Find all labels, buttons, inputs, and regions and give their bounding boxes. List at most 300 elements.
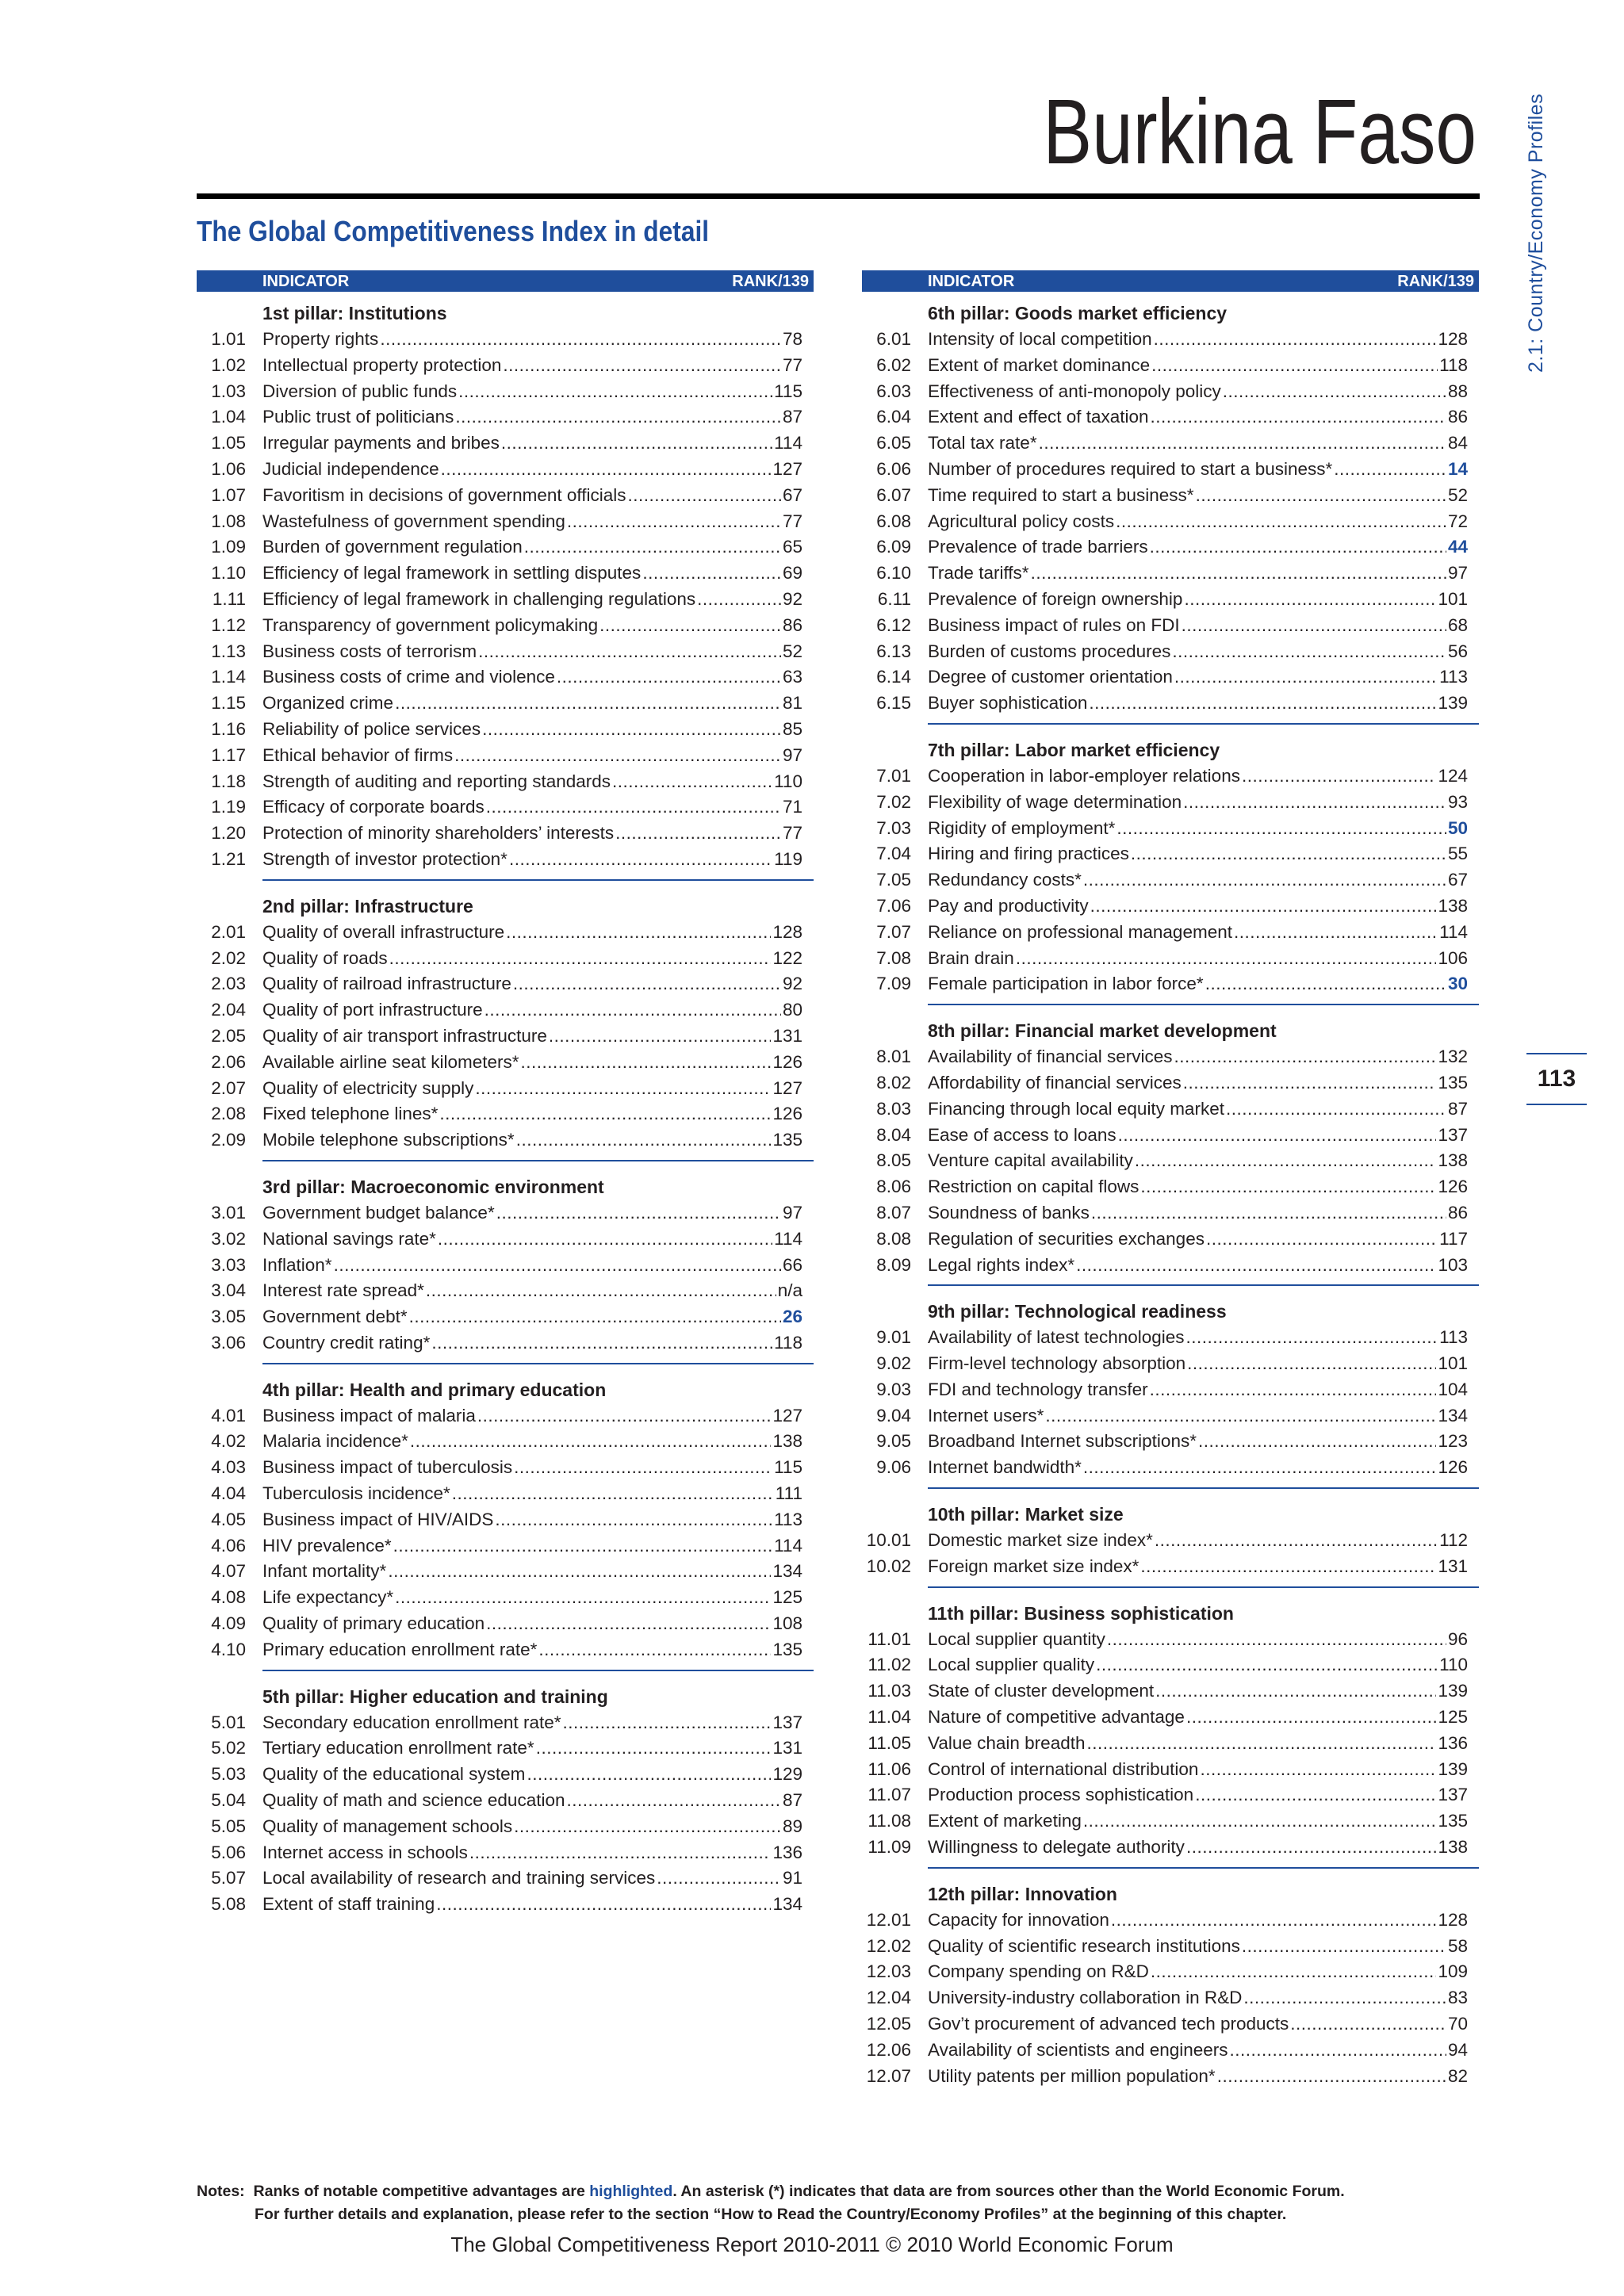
indicator-name: Available airline seat kilometers* bbox=[262, 1051, 519, 1072]
dot-leader bbox=[388, 1559, 771, 1585]
dot-leader bbox=[599, 613, 781, 639]
indicator-rank: 109 bbox=[1438, 1961, 1468, 1982]
dot-leader bbox=[439, 1101, 771, 1127]
dot-leader bbox=[1096, 1652, 1438, 1678]
indicator-name: Business impact of tuberculosis bbox=[262, 1457, 513, 1478]
indicator-row bbox=[197, 457, 814, 483]
indicator-row bbox=[197, 1788, 814, 1814]
indicator-name: Time required to start a business* bbox=[928, 484, 1194, 505]
indicator-code: 7.01 bbox=[876, 765, 911, 786]
dot-leader bbox=[1151, 1959, 1437, 1985]
indicator-name: Quality of overall infrastructure bbox=[262, 921, 505, 942]
dot-leader bbox=[482, 717, 781, 743]
indicator-rank: 111 bbox=[775, 1483, 802, 1504]
indicator-code: 9.02 bbox=[876, 1353, 911, 1374]
indicator-code: 1.18 bbox=[211, 771, 246, 791]
indicator-rank: 135 bbox=[1438, 1072, 1468, 1093]
indicator-row bbox=[862, 1627, 1479, 1653]
indicator-name: Broadband Internet subscriptions* bbox=[928, 1431, 1197, 1452]
indicator-code: 6.15 bbox=[876, 693, 911, 714]
indicator-name: Tertiary education enrollment rate* bbox=[262, 1738, 534, 1758]
indicator-rank: 86 bbox=[782, 614, 802, 635]
dot-leader bbox=[1083, 867, 1446, 894]
indicator-rank: 127 bbox=[772, 458, 802, 479]
indicator-row bbox=[197, 1403, 814, 1429]
dot-leader bbox=[436, 1892, 771, 1918]
indicator-row bbox=[862, 2064, 1479, 2090]
indicator-name: Flexibility of wage determination bbox=[928, 791, 1182, 812]
indicator-rank: 55 bbox=[1447, 844, 1468, 864]
pillar-section bbox=[876, 723, 1479, 997]
indicator-name: Malaria incidence* bbox=[262, 1431, 408, 1452]
indicator-code: 10.02 bbox=[866, 1556, 911, 1576]
indicator-rank: 138 bbox=[1438, 1837, 1468, 1858]
indicator-code: 1.19 bbox=[211, 797, 246, 817]
indicator-code: 3.04 bbox=[211, 1280, 246, 1301]
indicator-name: Favoritism in decisions of government officials bbox=[262, 484, 626, 505]
indicator-rank: n/a bbox=[777, 1280, 802, 1301]
indicator-name: Efficacy of corporate boards bbox=[262, 797, 485, 817]
indicator-rank: 115 bbox=[774, 1457, 802, 1478]
indicator-code: 9.04 bbox=[876, 1405, 911, 1425]
dot-leader bbox=[395, 1585, 771, 1611]
dot-leader bbox=[1091, 1200, 1446, 1226]
indicator-code: 11.09 bbox=[868, 1837, 911, 1858]
indicator-name: Female participation in labor force* bbox=[928, 974, 1204, 994]
indicator-rank: 81 bbox=[782, 693, 802, 714]
indicator-code: 6.12 bbox=[876, 614, 911, 635]
indicator-rank: 92 bbox=[782, 588, 802, 609]
indicator-row bbox=[197, 1226, 814, 1253]
indicator-code: 8.03 bbox=[876, 1098, 911, 1119]
indicator-name: Hiring and firing practices bbox=[928, 844, 1129, 864]
indicator-code: 2.09 bbox=[211, 1130, 246, 1150]
indicator-row bbox=[197, 1024, 814, 1050]
indicator-row bbox=[862, 763, 1479, 790]
indicator-name: Ease of access to loans bbox=[928, 1124, 1116, 1145]
indicator-code: 1.17 bbox=[211, 744, 246, 765]
left-pillars bbox=[197, 300, 814, 1918]
indicator-rank: 114 bbox=[774, 433, 802, 453]
dot-leader bbox=[478, 639, 781, 665]
indicator-rank: 129 bbox=[772, 1764, 802, 1785]
indicator-code: 1.03 bbox=[211, 381, 246, 401]
indicator-row bbox=[197, 997, 814, 1024]
indicator-rank: 137 bbox=[1438, 1124, 1468, 1145]
dot-leader bbox=[1135, 1148, 1437, 1174]
indicator-name: Fixed telephone lines* bbox=[262, 1104, 439, 1124]
page-footer: The Global Competitiveness Report 2010-2011 © 2010 World Economic Forum bbox=[450, 2233, 1174, 2256]
indicator-row bbox=[197, 664, 814, 691]
indicator-name: Extent of market dominance bbox=[928, 354, 1151, 375]
indicator-code: 3.05 bbox=[211, 1307, 246, 1327]
dot-leader bbox=[1206, 1226, 1438, 1253]
indicator-rank: 44 bbox=[1447, 537, 1468, 557]
indicator-rank: 134 bbox=[772, 1561, 802, 1582]
indicator-name: FDI and technology transfer bbox=[928, 1379, 1148, 1399]
indicator-code: 4.07 bbox=[211, 1561, 246, 1582]
indicator-name: Local supplier quantity bbox=[928, 1628, 1105, 1649]
dot-leader bbox=[1140, 1554, 1436, 1580]
dot-leader bbox=[1186, 1835, 1437, 1861]
pillar-section bbox=[197, 300, 814, 873]
indicator-name: Prevalence of trade barriers bbox=[928, 537, 1148, 557]
indicator-code: 3.03 bbox=[211, 1254, 246, 1275]
indicator-row bbox=[862, 1096, 1479, 1123]
indicator-row bbox=[197, 1429, 814, 1455]
indicator-rank: 101 bbox=[1438, 1353, 1468, 1374]
indicator-code: 1.21 bbox=[211, 848, 246, 869]
indicator-rank: 135 bbox=[1438, 1811, 1468, 1831]
indicator-row bbox=[862, 971, 1479, 997]
dot-leader bbox=[334, 1253, 781, 1279]
indicator-row bbox=[197, 847, 814, 873]
indicator-row bbox=[862, 1070, 1479, 1096]
indicator-rank: 122 bbox=[772, 947, 802, 968]
pillar-title: 10th pillar: Market size bbox=[928, 1504, 1124, 1525]
indicator-row bbox=[862, 867, 1479, 894]
dot-leader bbox=[538, 1637, 771, 1663]
indicator-name: Infant mortality* bbox=[262, 1561, 387, 1582]
pillar-title: 7th pillar: Labor market efficiency bbox=[928, 739, 1220, 760]
indicator-rank: 77 bbox=[782, 511, 802, 531]
dot-leader bbox=[1223, 379, 1446, 405]
pillar-section bbox=[876, 1284, 1479, 1481]
pillar-title: 9th pillar: Technological readiness bbox=[928, 1301, 1227, 1322]
indicator-name: Intensity of local competition bbox=[928, 329, 1152, 349]
dot-leader bbox=[431, 1330, 772, 1357]
indicator-name: University-industry collaboration in R&D bbox=[928, 1988, 1243, 2008]
indicator-rank: 30 bbox=[1447, 974, 1468, 994]
indicator-name: Quality of management schools bbox=[262, 1816, 513, 1836]
indicator-name: Government debt* bbox=[262, 1307, 408, 1327]
indicator-row bbox=[197, 534, 814, 561]
dot-leader bbox=[527, 1762, 771, 1788]
indicator-row bbox=[197, 821, 814, 847]
indicator-rank: 77 bbox=[782, 354, 802, 375]
indicator-row bbox=[862, 1200, 1479, 1226]
dot-leader bbox=[475, 1076, 771, 1102]
pillar-section bbox=[862, 300, 1479, 717]
indicator-rank: 72 bbox=[1447, 511, 1468, 531]
indicator-row bbox=[197, 1076, 814, 1102]
indicator-rank: 92 bbox=[782, 974, 802, 994]
indicator-name: Financing through local equity market bbox=[928, 1098, 1224, 1119]
indicator-rank: 103 bbox=[1438, 1254, 1468, 1275]
indicator-name: Domestic market size index* bbox=[928, 1530, 1153, 1551]
indicator-row bbox=[197, 1050, 814, 1076]
dot-leader bbox=[1186, 1705, 1437, 1731]
dot-leader bbox=[486, 794, 781, 821]
indicator-row bbox=[862, 1174, 1479, 1200]
indicator-row bbox=[197, 1710, 814, 1736]
indicator-row bbox=[862, 1908, 1479, 1934]
indicator-row bbox=[862, 587, 1479, 613]
indicator-rank: 127 bbox=[772, 1405, 802, 1425]
indicator-rank: 52 bbox=[1447, 484, 1468, 505]
indicator-code: 4.01 bbox=[211, 1405, 246, 1425]
indicator-row bbox=[862, 1757, 1479, 1783]
indicator-name: Local supplier quality bbox=[928, 1655, 1095, 1675]
dot-leader bbox=[1183, 790, 1446, 816]
indicator-rank: 83 bbox=[1447, 1988, 1468, 2008]
indicator-name: Local availability of research and training services bbox=[262, 1868, 656, 1888]
indicator-row bbox=[862, 353, 1479, 379]
indicator-row bbox=[197, 769, 814, 795]
indicator-rank: 52 bbox=[782, 641, 802, 661]
dot-leader bbox=[1334, 457, 1446, 483]
notes-text-2: . An asterisk (*) indicates that data are from sources other than the World Economic Forum. bbox=[672, 2183, 1345, 2200]
notes-highlighted-word: highlighted bbox=[589, 2183, 673, 2200]
indicator-row bbox=[862, 1429, 1479, 1455]
dot-leader bbox=[1150, 534, 1446, 561]
indicator-code: 9.03 bbox=[876, 1379, 911, 1399]
indicator-rank: 85 bbox=[782, 718, 802, 739]
indicator-rank: 114 bbox=[774, 1535, 802, 1556]
indicator-code: 12.01 bbox=[866, 1909, 911, 1930]
indicator-code: 12.04 bbox=[866, 1988, 911, 2008]
indicator-name: Mobile telephone subscriptions* bbox=[262, 1130, 515, 1150]
indicator-rank: 67 bbox=[1447, 870, 1468, 890]
indicator-code: 1.06 bbox=[211, 458, 246, 479]
indicator-code: 1.08 bbox=[211, 511, 246, 531]
indicator-rank: 69 bbox=[782, 563, 802, 584]
indicator-rank: 70 bbox=[1447, 2014, 1468, 2034]
indicator-code: 7.09 bbox=[876, 974, 911, 994]
indicator-row bbox=[862, 1959, 1479, 1985]
notes bbox=[197, 2180, 1345, 2226]
indicator-name: Strength of investor protection* bbox=[262, 848, 508, 869]
indicator-rank: 131 bbox=[1438, 1556, 1468, 1576]
indicator-code: 3.06 bbox=[211, 1332, 246, 1353]
indicator-row bbox=[862, 1528, 1479, 1554]
indicator-row bbox=[862, 1705, 1479, 1731]
dot-leader bbox=[458, 379, 772, 405]
dot-leader bbox=[1118, 1123, 1437, 1149]
indicator-name: Rigidity of employment* bbox=[928, 817, 1116, 838]
dot-leader bbox=[455, 404, 781, 430]
indicator-rank: 78 bbox=[782, 329, 802, 349]
pillar-section bbox=[211, 1160, 814, 1357]
indicator-code: 1.05 bbox=[211, 433, 246, 453]
dot-leader bbox=[1155, 1678, 1436, 1705]
dot-leader bbox=[1151, 404, 1446, 430]
indicator-name: Trade tariffs* bbox=[928, 563, 1029, 584]
indicator-row bbox=[197, 1762, 814, 1788]
indicator-rank: 114 bbox=[1439, 921, 1468, 942]
pillar-section bbox=[866, 1867, 1479, 2090]
dot-leader bbox=[1151, 353, 1438, 379]
indicator-code: 12.02 bbox=[866, 1935, 911, 1956]
indicator-code: 1.09 bbox=[211, 537, 246, 557]
indicator-row bbox=[197, 1637, 814, 1663]
indicator-name: Ethical behavior of firms bbox=[262, 744, 454, 765]
dot-leader bbox=[1196, 483, 1446, 509]
indicator-row bbox=[197, 920, 814, 946]
indicator-rank: 123 bbox=[1438, 1431, 1468, 1452]
indicator-name: Burden of government regulation bbox=[262, 537, 523, 557]
dot-leader bbox=[514, 1814, 781, 1840]
dot-leader bbox=[514, 1455, 772, 1481]
dot-leader bbox=[1182, 613, 1446, 639]
indicator-code: 5.02 bbox=[211, 1738, 246, 1758]
indicator-row bbox=[197, 743, 814, 769]
indicator-rank: 84 bbox=[1447, 433, 1468, 453]
indicator-rank: 113 bbox=[1439, 667, 1468, 687]
dot-leader bbox=[485, 997, 781, 1024]
dot-leader bbox=[426, 1278, 776, 1304]
indicator-row bbox=[197, 1892, 814, 1918]
dot-leader bbox=[1107, 1627, 1446, 1653]
indicator-code: 1.16 bbox=[211, 718, 246, 739]
dot-leader bbox=[1140, 1174, 1436, 1200]
dot-leader bbox=[1217, 2064, 1446, 2090]
indicator-code: 11.01 bbox=[868, 1628, 911, 1649]
indicator-rank: 97 bbox=[782, 744, 802, 765]
dot-leader bbox=[1045, 1403, 1436, 1429]
indicator-code: 11.04 bbox=[868, 1707, 911, 1728]
dot-leader bbox=[501, 430, 772, 457]
indicator-name: Business costs of terrorism bbox=[262, 641, 477, 661]
indicator-name: Soundness of banks bbox=[928, 1202, 1090, 1223]
indicator-code: 6.04 bbox=[876, 407, 911, 427]
indicator-name: Tuberculosis incidence* bbox=[262, 1483, 450, 1504]
dot-leader bbox=[1076, 1253, 1436, 1279]
indicator-rank: 97 bbox=[782, 1202, 802, 1223]
dot-leader bbox=[1195, 1782, 1436, 1808]
indicator-row bbox=[197, 613, 814, 639]
indicator-rank: 86 bbox=[1447, 407, 1468, 427]
indicator-row bbox=[197, 946, 814, 972]
dot-leader bbox=[454, 743, 781, 769]
indicator-code: 8.08 bbox=[876, 1228, 911, 1249]
indicator-code: 7.02 bbox=[876, 791, 911, 812]
indicator-code: 3.02 bbox=[211, 1228, 246, 1249]
indicator-row bbox=[197, 1304, 814, 1330]
indicator-row bbox=[197, 971, 814, 997]
indicator-rank: 137 bbox=[1438, 1785, 1468, 1805]
indicator-row bbox=[197, 1866, 814, 1892]
indicator-code: 6.09 bbox=[876, 537, 911, 557]
indicator-row bbox=[862, 457, 1479, 483]
notes-text: Ranks of notable competitive advantages are bbox=[253, 2183, 585, 2200]
dot-leader bbox=[516, 1127, 772, 1154]
dot-leader bbox=[452, 1481, 774, 1507]
indicator-name: Inflation* bbox=[262, 1254, 332, 1275]
indicator-name: Country credit rating* bbox=[262, 1332, 431, 1353]
pillar-title: 2nd pillar: Infrastructure bbox=[262, 895, 473, 916]
indicator-code: 11.07 bbox=[868, 1785, 911, 1805]
indicator-code: 7.05 bbox=[876, 870, 911, 890]
dot-leader bbox=[486, 1611, 771, 1637]
indicator-code: 4.06 bbox=[211, 1535, 246, 1556]
indicator-code: 4.04 bbox=[211, 1483, 246, 1504]
indicator-name: Quality of roads bbox=[262, 947, 388, 968]
right-column bbox=[862, 270, 1479, 2089]
indicator-name: Diversion of public funds bbox=[262, 381, 458, 401]
indicator-row bbox=[862, 1455, 1479, 1481]
indicator-row bbox=[862, 1731, 1479, 1757]
dot-leader bbox=[1083, 1808, 1437, 1835]
indicator-code: 1.02 bbox=[211, 354, 246, 375]
indicator-code: 1.11 bbox=[212, 588, 246, 609]
indicator-row bbox=[197, 1585, 814, 1611]
indicator-rank: 86 bbox=[1447, 1202, 1468, 1223]
dot-leader bbox=[1174, 1044, 1436, 1070]
indicator-row bbox=[197, 1611, 814, 1637]
indicator-rank: 106 bbox=[1438, 947, 1468, 968]
indicator-code: 1.15 bbox=[211, 693, 246, 714]
dot-leader bbox=[1242, 1934, 1446, 1960]
dot-leader bbox=[513, 971, 781, 997]
indicator-code: 8.05 bbox=[876, 1150, 911, 1171]
indicator-code: 12.06 bbox=[866, 2039, 911, 2060]
indicator-code: 2.06 bbox=[211, 1051, 246, 1072]
dot-leader bbox=[1111, 1908, 1437, 1934]
dot-leader bbox=[1016, 946, 1437, 972]
indicator-code: 5.06 bbox=[211, 1842, 246, 1862]
page-number: 113 bbox=[1537, 1066, 1576, 1092]
indicator-rank: 50 bbox=[1447, 817, 1468, 838]
dot-leader bbox=[495, 1507, 772, 1533]
indicator-name: Quality of scientific research institutions bbox=[928, 1935, 1240, 1956]
indicator-name: Internet bandwidth* bbox=[928, 1457, 1082, 1478]
indicator-code: 5.04 bbox=[211, 1790, 246, 1811]
indicator-name: Company spending on R&D bbox=[928, 1961, 1149, 1982]
indicator-code: 6.03 bbox=[876, 381, 911, 401]
indicator-code: 8.02 bbox=[876, 1072, 911, 1093]
pillar-section bbox=[211, 1670, 814, 1918]
indicator-name: Primary education enrollment rate* bbox=[262, 1639, 538, 1659]
indicator-name: Life expectancy* bbox=[262, 1587, 394, 1608]
indicator-row bbox=[197, 1840, 814, 1866]
indicator-code: 8.06 bbox=[876, 1177, 911, 1197]
dot-leader bbox=[1205, 971, 1446, 997]
indicator-row bbox=[197, 404, 814, 430]
indicator-row bbox=[862, 1554, 1479, 1580]
indicator-name: Availability of scientists and engineers bbox=[928, 2039, 1228, 2060]
indicator-row bbox=[862, 1325, 1479, 1351]
indicator-name: Quality of railroad infrastructure bbox=[262, 974, 511, 994]
indicator-rank: 126 bbox=[1438, 1177, 1468, 1197]
indicator-row bbox=[862, 2038, 1479, 2064]
indicator-rank: 138 bbox=[772, 1431, 802, 1452]
pillar-title: 11th pillar: Business sophistication bbox=[928, 1602, 1234, 1624]
indicator-rank: 131 bbox=[772, 1738, 802, 1758]
indicator-rank: 139 bbox=[1438, 693, 1468, 714]
indicator-rank: 26 bbox=[782, 1307, 802, 1327]
indicator-rank: 136 bbox=[1438, 1732, 1468, 1753]
indicator-code: 4.08 bbox=[211, 1587, 246, 1608]
indicator-rank: 65 bbox=[782, 537, 802, 557]
indicator-row bbox=[862, 1253, 1479, 1279]
indicator-code: 1.14 bbox=[211, 667, 246, 687]
indicator-name: Foreign market size index* bbox=[928, 1556, 1139, 1576]
dot-leader bbox=[567, 509, 781, 535]
indicator-row bbox=[862, 404, 1479, 430]
indicator-rank: 118 bbox=[1439, 354, 1468, 375]
indicator-name: Agricultural policy costs bbox=[928, 511, 1115, 531]
indicator-row bbox=[197, 1127, 814, 1154]
indicator-rank: 89 bbox=[782, 1816, 802, 1836]
indicator-name: Gov’t procurement of advanced tech products bbox=[928, 2014, 1289, 2034]
indicator-name: Strength of auditing and reporting standards bbox=[262, 771, 611, 791]
indicator-name: Utility patents per million population* bbox=[928, 2065, 1216, 2086]
dot-leader bbox=[562, 1710, 771, 1736]
indicator-row bbox=[862, 1044, 1479, 1070]
indicator-name: Extent and effect of taxation bbox=[928, 407, 1149, 427]
indicator-row bbox=[862, 430, 1479, 457]
